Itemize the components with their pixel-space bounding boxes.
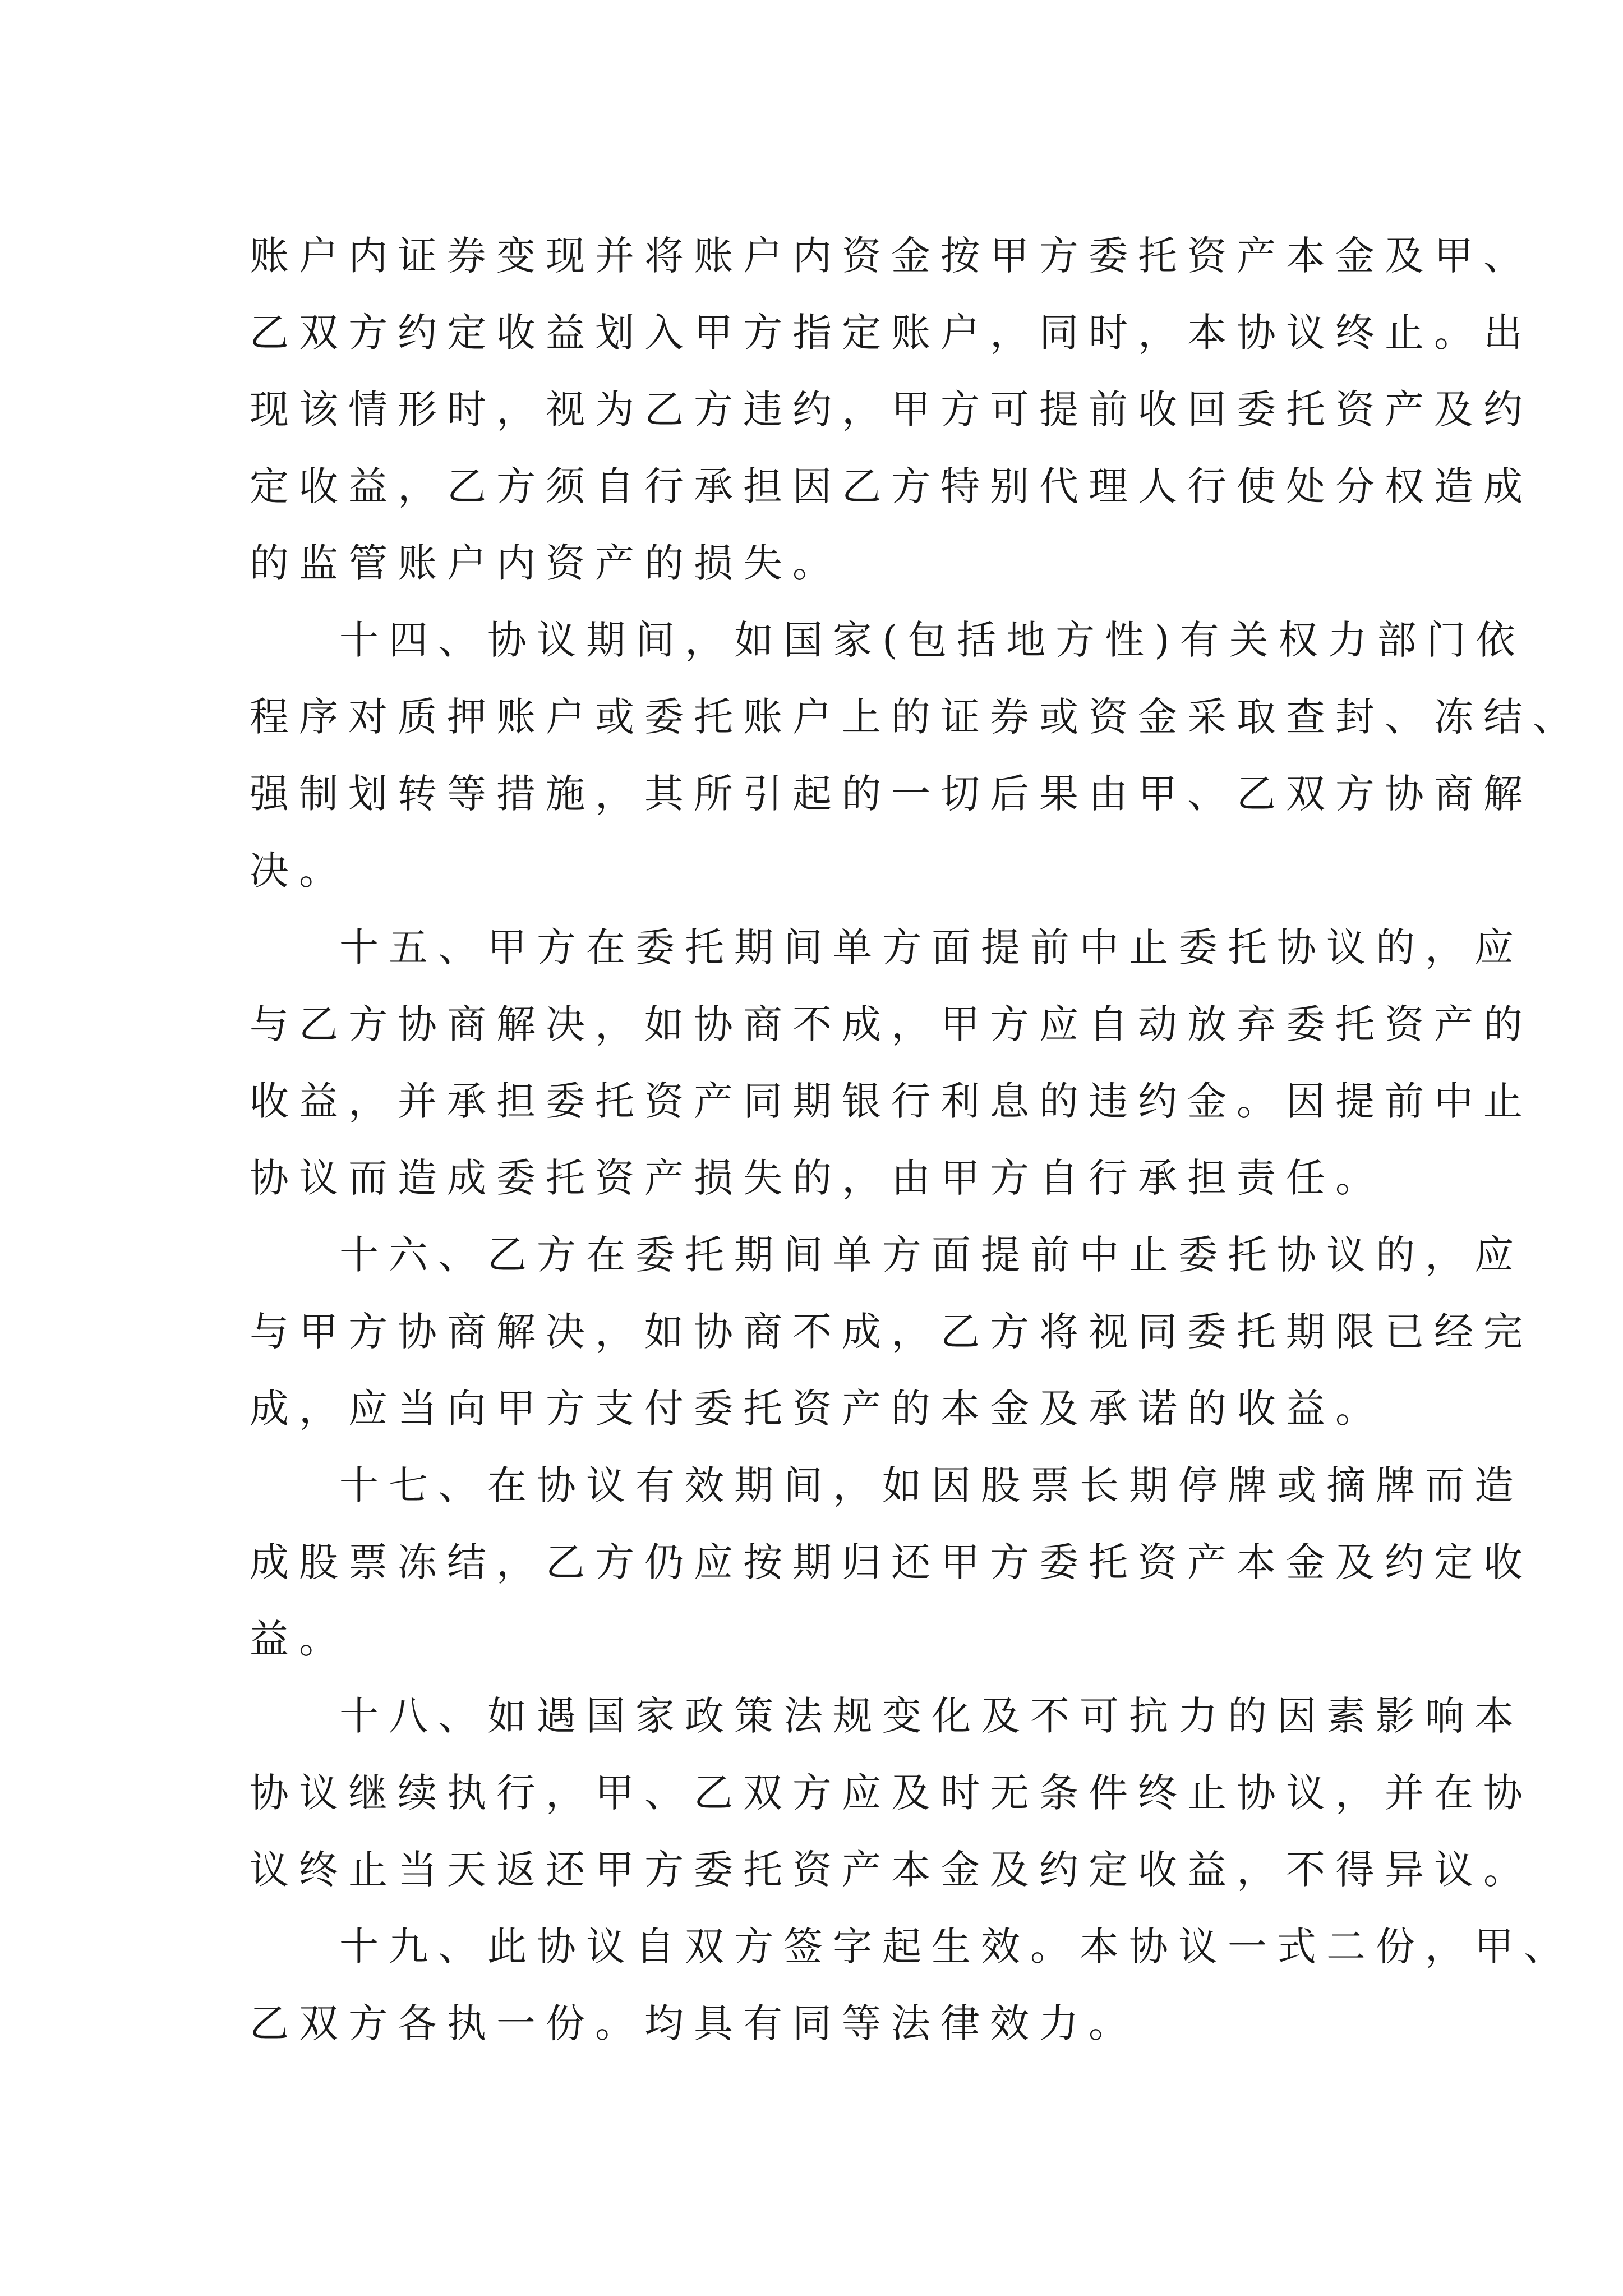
text-line: 账户内证券变现并将账户内资金按甲方委托资产本金及甲、 bbox=[250, 233, 1533, 279]
text-line: 十七、在协议有效期间，如因股票长期停牌或摘牌而造 bbox=[339, 1462, 1524, 1508]
text-line: 十四、协议期间，如国家(包括地方性)有关权力部门依 bbox=[339, 617, 1525, 663]
text-line: 协议而造成委托资产损失的，由甲方自行承担责任。 bbox=[250, 1155, 1385, 1201]
text-line: 定收益，乙方须自行承担因乙方特别代理人行使处分权造成 bbox=[250, 463, 1533, 509]
text-line: 议终止当天返还甲方委托资产本金及约定收益，不得异议。 bbox=[250, 1847, 1533, 1893]
text-line: 乙双方约定收益划入甲方指定账户，同时，本协议终止。出 bbox=[250, 310, 1533, 356]
text-line: 成股票冻结，乙方仍应按期归还甲方委托资产本金及约定收 bbox=[250, 1539, 1533, 1585]
text-line: 收益，并承担委托资产同期银行利息的违约金。因提前中止 bbox=[250, 1078, 1533, 1124]
text-line: 现该情形时，视为乙方违约，甲方可提前收回委托资产及约 bbox=[250, 386, 1533, 432]
text-line: 决。 bbox=[250, 848, 348, 894]
text-line: 强制划转等措施，其所引起的一切后果由甲、乙双方协商解 bbox=[250, 771, 1533, 817]
document-body bbox=[250, 218, 1582, 2062]
text-line: 益。 bbox=[250, 1616, 348, 1662]
text-line: 成，应当向甲方支付委托资产的本金及承诺的收益。 bbox=[250, 1386, 1385, 1432]
text-line: 十五、甲方在委托期间单方面提前中止委托协议的，应 bbox=[339, 924, 1524, 970]
text-line: 与乙方协商解决，如协商不成，甲方应自动放弃委托资产的 bbox=[250, 1001, 1533, 1047]
text-line: 十八、如遇国家政策法规变化及不可抗力的因素影响本 bbox=[339, 1693, 1524, 1739]
text-line: 十六、乙方在委托期间单方面提前中止委托协议的，应 bbox=[339, 1232, 1524, 1278]
text-line: 十九、此协议自双方签字起生效。本协议一式二份，甲、 bbox=[339, 1924, 1573, 1970]
text-line: 与甲方协商解决，如协商不成，乙方将视同委托期限已经完 bbox=[250, 1309, 1533, 1355]
text-line: 程序对质押账户或委托账户上的证券或资金采取查封、冻结、 bbox=[250, 694, 1582, 740]
text-line: 乙双方各执一份。均具有同等法律效力。 bbox=[250, 2000, 1138, 2046]
text-line: 的监管账户内资产的损失。 bbox=[250, 540, 842, 586]
text-line: 协议继续执行，甲、乙双方应及时无条件终止协议，并在协 bbox=[250, 1770, 1533, 1816]
